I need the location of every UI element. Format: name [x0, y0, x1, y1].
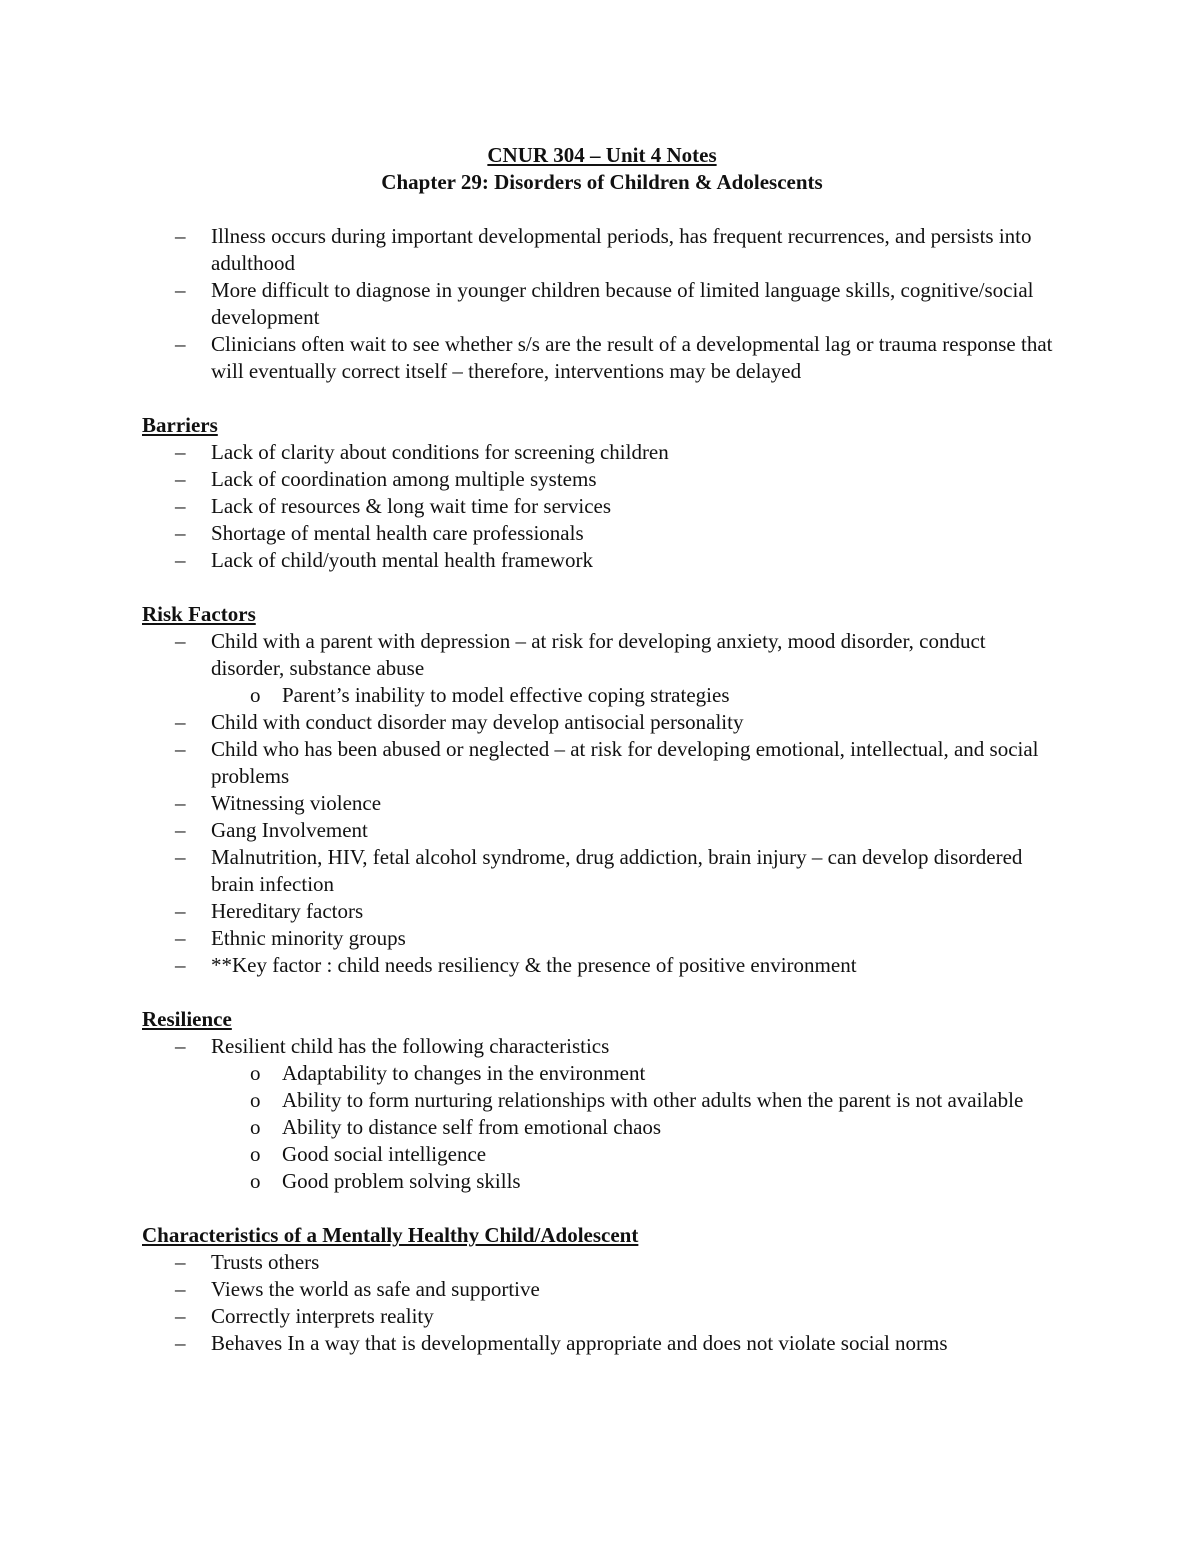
list-item: – **Key factor : child needs resiliency & the presence of positive environment: [142, 952, 1062, 979]
sub-list-item: o Good problem solving skills: [142, 1168, 1062, 1195]
list-item: – Child with conduct disorder may develop antisocial personality: [142, 709, 1062, 736]
list-item: – Clinicians often wait to see whether s/s are the result of a developmental lag or trauma response that will eventually correct itself – therefore, interventions may be delayed: [142, 331, 1062, 385]
list-item: – Shortage of mental health care professionals: [142, 520, 1062, 547]
list-item: – Behaves In a way that is developmentally appropriate and does not violate social norms: [142, 1330, 1062, 1357]
section-heading-healthy-child: Characteristics of a Mentally Healthy Child/Adolescent: [142, 1223, 639, 1247]
list-item: – Lack of resources & long wait time for services: [142, 493, 1062, 520]
sub-list-item: o Ability to distance self from emotional chaos: [142, 1114, 1062, 1141]
intro-list: [142, 223, 1062, 385]
list-item: – Child who has been abused or neglected – at risk for developing emotional, intellectual, and social problems: [142, 736, 1062, 790]
sub-list-item: o Good social intelligence: [142, 1141, 1062, 1168]
list-item: – Resilient child has the following characteristics: [142, 1033, 1062, 1060]
document-title: CNUR 304 – Unit 4 Notes: [487, 143, 717, 167]
sub-list-item: o Adaptability to changes in the environment: [142, 1060, 1062, 1087]
sub-list-item: o Ability to form nurturing relationships with other adults when the parent is not available: [142, 1087, 1062, 1114]
chapter-title: Chapter 29: Disorders of Children & Adolescents: [381, 170, 823, 194]
list-item: – Correctly interprets reality: [142, 1303, 1062, 1330]
sub-list-item: o Parent’s inability to model effective coping strategies: [142, 682, 1062, 709]
list-item: – Witnessing violence: [142, 790, 1062, 817]
list-item: – Illness occurs during important developmental periods, has frequent recurrences, and persists into adulthood: [142, 223, 1062, 277]
list-item: – Lack of child/youth mental health framework: [142, 547, 1062, 574]
list-item: – Ethnic minority groups: [142, 925, 1062, 952]
list-item: – Lack of coordination among multiple systems: [142, 466, 1062, 493]
section-heading-resilience: Resilience: [142, 1007, 232, 1031]
list-item: – Lack of clarity about conditions for screening children: [142, 439, 1062, 466]
healthy-child-list: [142, 1249, 1062, 1357]
barriers-list: [142, 439, 1062, 574]
section-heading-barriers: Barriers: [142, 413, 218, 437]
list-item: – Malnutrition, HIV, fetal alcohol syndrome, drug addiction, brain injury – can develop disordered brain infection: [142, 844, 1062, 898]
resilience-list: [142, 1033, 1062, 1195]
list-item: – More difficult to diagnose in younger children because of limited language skills, cognitive/social development: [142, 277, 1062, 331]
list-item: – Hereditary factors: [142, 898, 1062, 925]
list-item: – Views the world as safe and supportive: [142, 1276, 1062, 1303]
list-item: – Child with a parent with depression – at risk for developing anxiety, mood disorder, conduct disorder, substance abuse: [142, 628, 1062, 682]
document-page: [142, 142, 1062, 1357]
risk-factors-list: [142, 628, 1062, 979]
section-heading-risk-factors: Risk Factors: [142, 602, 256, 626]
list-item: – Trusts others: [142, 1249, 1062, 1276]
list-item: – Gang Involvement: [142, 817, 1062, 844]
